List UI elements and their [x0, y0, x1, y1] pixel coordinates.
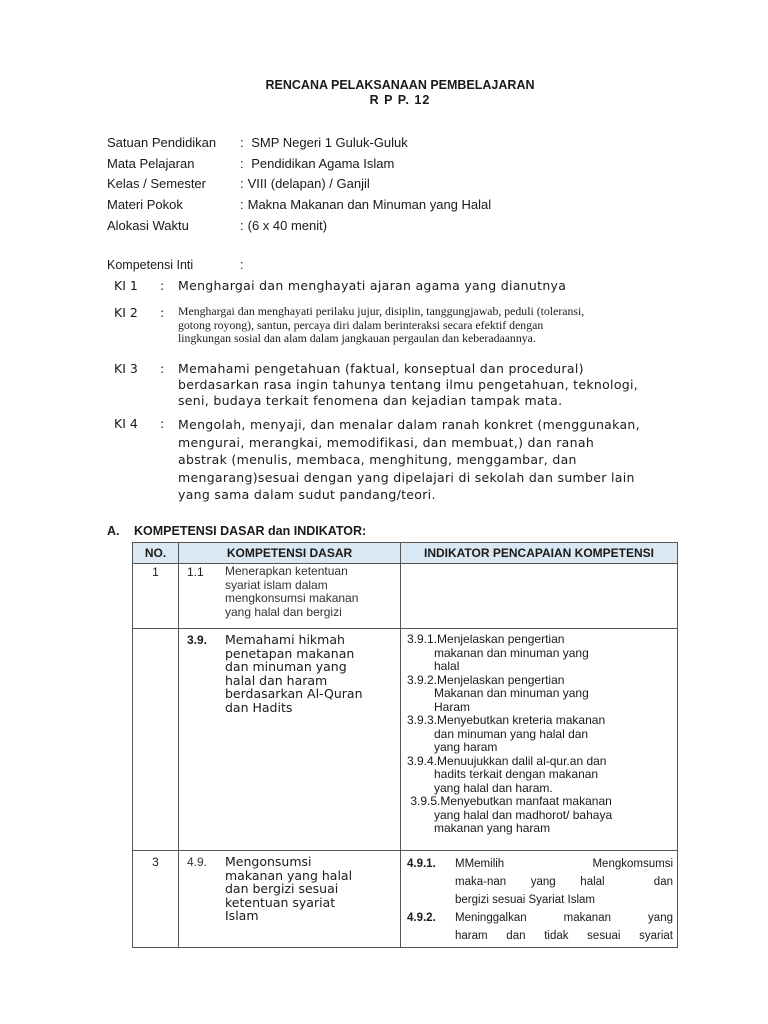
indicator-cell [401, 564, 678, 629]
indicator-item: 3.9.5.Menyebutkan manfaat makanan yang halal dan madhorot/ bahaya makanan yang haram [407, 794, 613, 835]
ki-text: Menghargai dan menghayati ajaran agama yang dianutnya [178, 278, 567, 293]
identity-label: Satuan Pendidikan [107, 135, 217, 150]
identity-value: SMP Negeri 1 Guluk-Guluk [251, 135, 408, 150]
ki-text: Mengolah, menyaji, dan menalar dalam ranah konkret (menggunakan, mengurai, merangkai, memodifikasi, dan membuat,) dan ranah abstrak (menulis, membaca, menghitung, menggambar, dan mengarang)sesuai dengan yang dipelajari di sekolah dan sumber lain yang sama dalam sudut pandang/teori. [178, 417, 640, 502]
ki-text: Memahami pengetahuan (faktual, konseptual dan procedural) berdasarkan rasa ingin tahunya tentang ilmu pengetahuan, teknologi, seni, budaya terkait fenomena dan kejadian tampak mata. [178, 361, 639, 408]
identity-value: Pendidikan Agama Islam [251, 155, 395, 171]
identity-value: (6 x 40 menit) [247, 217, 328, 233]
kd-cell [179, 851, 401, 948]
ki-text: Menghargai dan menghayati perilaku jujur, disiplin, tanggungjawab, peduli (toleransi, gotong royong), santun, percaya diri dalam berinteraksi secara efektif dengan lingkungan sosial dan alam dalam jangkauan pergaulan dan keberadaannya. [178, 304, 585, 346]
identity-value: Makna Makanan dan Minuman yang Halal [247, 197, 492, 213]
kd-text: Mengonsumsi makanan yang halal dan bergizi sesuai ketentuan syariat Islam [225, 854, 353, 923]
identity-label: Alokasi Waktu [107, 217, 189, 233]
table-row [133, 851, 678, 948]
ki-code: KI 3 [114, 361, 138, 376]
identity-row: Alokasi Waktu : (6 x 40 menit) [107, 216, 491, 237]
indicator-item: 4.9.1. MMemilih Mengkomsumsi maka-nan yang halal dan bergizi sesuai Syariat Islam [407, 858, 673, 906]
indicator-item: 3.9.3.Menyebutkan kreteria makanan dan minuman yang halal dan yang haram [407, 713, 606, 754]
table-header-row [133, 543, 678, 564]
ki-code: KI 2 [114, 305, 138, 320]
indicator-item: 3.9.2.Menjelaskan pengertian Makanan dan minuman yang Haram [407, 672, 589, 714]
indicator-item: 4.9.2. Meninggalkan makanan yang haram dan tidak sesuai syariat [407, 912, 673, 942]
table-row [133, 564, 678, 629]
kd-number: 3.9. [187, 633, 208, 647]
identity-row: Kelas / Semester : VIII (delapan) / Ganjil [107, 174, 491, 195]
kd-cell [179, 629, 401, 851]
column-header: INDIKATOR PENCAPAIAN KOMPETENSI [401, 543, 678, 564]
row-number: 1 [133, 564, 179, 629]
document-title: RENCANA PELAKSANAAN PEMBELAJARAN [265, 78, 535, 92]
identity-label: Kelas / Semester [107, 176, 206, 192]
section-a-heading: A. KOMPETENSI DASAR dan INDIKATOR: [107, 524, 367, 538]
indicator-item: 3.9.1.Menjelaskan pengertian makanan dan minuman yang halal [407, 632, 589, 673]
kd-number: 4.9. [187, 855, 208, 869]
kd-cell [179, 564, 401, 629]
indicator-cell [401, 629, 678, 851]
column-header: KOMPETENSI DASAR [179, 543, 401, 564]
kd-text: Menerapkan ketentuan syariat islam dalam mengkonsumsi makanan yang halal dan bergizi [225, 564, 359, 619]
kd-text: Memahami hikmah penetapan makanan dan minuman yang halal dan haram berdasarkan Al-Quran dan Hadits [225, 632, 363, 715]
row-number [133, 629, 179, 851]
ki-code: KI 1 [114, 278, 138, 293]
kompetensi-inti-heading: Kompetensi Inti : [107, 258, 244, 272]
identity-label: Materi Pokok [107, 197, 183, 213]
indicator-cell [401, 851, 678, 948]
kompetensi-table [132, 542, 678, 948]
identity-label: Mata Pelajaran [107, 155, 195, 171]
column-header: NO. [133, 543, 179, 564]
document-subtitle: R P P. 12 [369, 93, 431, 107]
identity-value: VIII (delapan) / Ganjil [247, 176, 370, 192]
row-number: 3 [133, 851, 179, 948]
kd-number: 1.1 [187, 565, 204, 579]
identity-block [107, 133, 491, 236]
identity-row: Mata Pelajaran : Pendidikan Agama Islam [107, 154, 491, 175]
ki-code: KI 4 [114, 416, 138, 431]
indicator-item: 3.9.4.Menuujukkan dalil al-qur.an dan hadits terkait dengan makanan yang halal dan haram. [407, 753, 607, 795]
document-page: RENCANA PELAKSANAAN PEMBELAJARAN R P P. 12 Satuan Pendidikan : SMP Negeri 1 Guluk-Guluk Mata Pelajaran : Pendidikan Agama Islam Kelas / Semester : VIII (delapan) / Ganjil Materi Pokok : Makna Makanan dan Minuman yang Halal Alokasi Waktu : (6 x 40 menit) Kompetensi Inti : KI 1 : Menghargai dan menghayati ajaran agama yang dianutnya KI 2 : Menghargai dan menghayati perilaku jujur, disiplin, tanggungjawab, peduli (toleransi, gotong royong), santun, percaya diri dalam berinteraksi secara efektif dengan lingkungan sosial dan alam dalam jangkauan pergaulan dan keberadaannya. KI 3 : Memahami pengetahuan (faktual, konseptual dan procedural) berdasarkan rasa ingin tahunya tentang ilmu pengetahuan, teknologi, seni, budaya terkait fenomena dan kejadian tampak mata. KI 4 : Mengolah, menyaji, dan menalar dalam ranah konkret (menggunakan, mengurai, merangkai, memodifikasi, dan membuat,) dan ranah abstrak (menulis, membaca, menghitung, menggambar, dan mengarang)sesuai dengan yang dipelajari di sekolah dan sumber lain yang sama dalam sudut pandang/teori. A. KOMPETENSI DASAR dan INDIKATOR: NO. KOMPETENSI DASAR INDIKATOR PENCAPAIAN KOMPETENSI 1 1.1 Menerapkan ketentuan syariat islam dalam mengkonsumsi makanan yang halal dan bergizi 3.9. Memahami hikmah penetapan makanan dan minuman yang halal dan haram berdasarkan Al-Quran dan Hadits 3.9.1.Menjelaskan pengertian makanan dan minuman yang halal 3.9.2.Menjelaskan pengertian Makanan dan minuman yang Haram 3.9.3.Menyebutkan kreteria makanan dan minuman yang halal dan yang haram 3.9.4.Menuujukkan dalil al-qur.an dan hadits terkait dengan makanan yang halal dan haram. 3.9.5.Menyebutkan manfaat makanan yang halal dan madhorot/ bahaya makanan yang haram 3 4.9. Mengonsumsi makanan yang halal dan bergizi sesuai ketentuan syariat Islam 4.9.1. MMemilih Mengkomsumsi maka-nan yang halal dan bergizi sesuai Syariat Islam 4.9.2. Meninggalkan makanan yang haram dan tidak sesuai syariat [0, 0, 768, 1024]
identity-row: Materi Pokok : Makna Makanan dan Minuman yang Halal [107, 195, 491, 216]
table-row [133, 629, 678, 851]
identity-row: Satuan Pendidikan : SMP Negeri 1 Guluk-Guluk [107, 133, 491, 154]
